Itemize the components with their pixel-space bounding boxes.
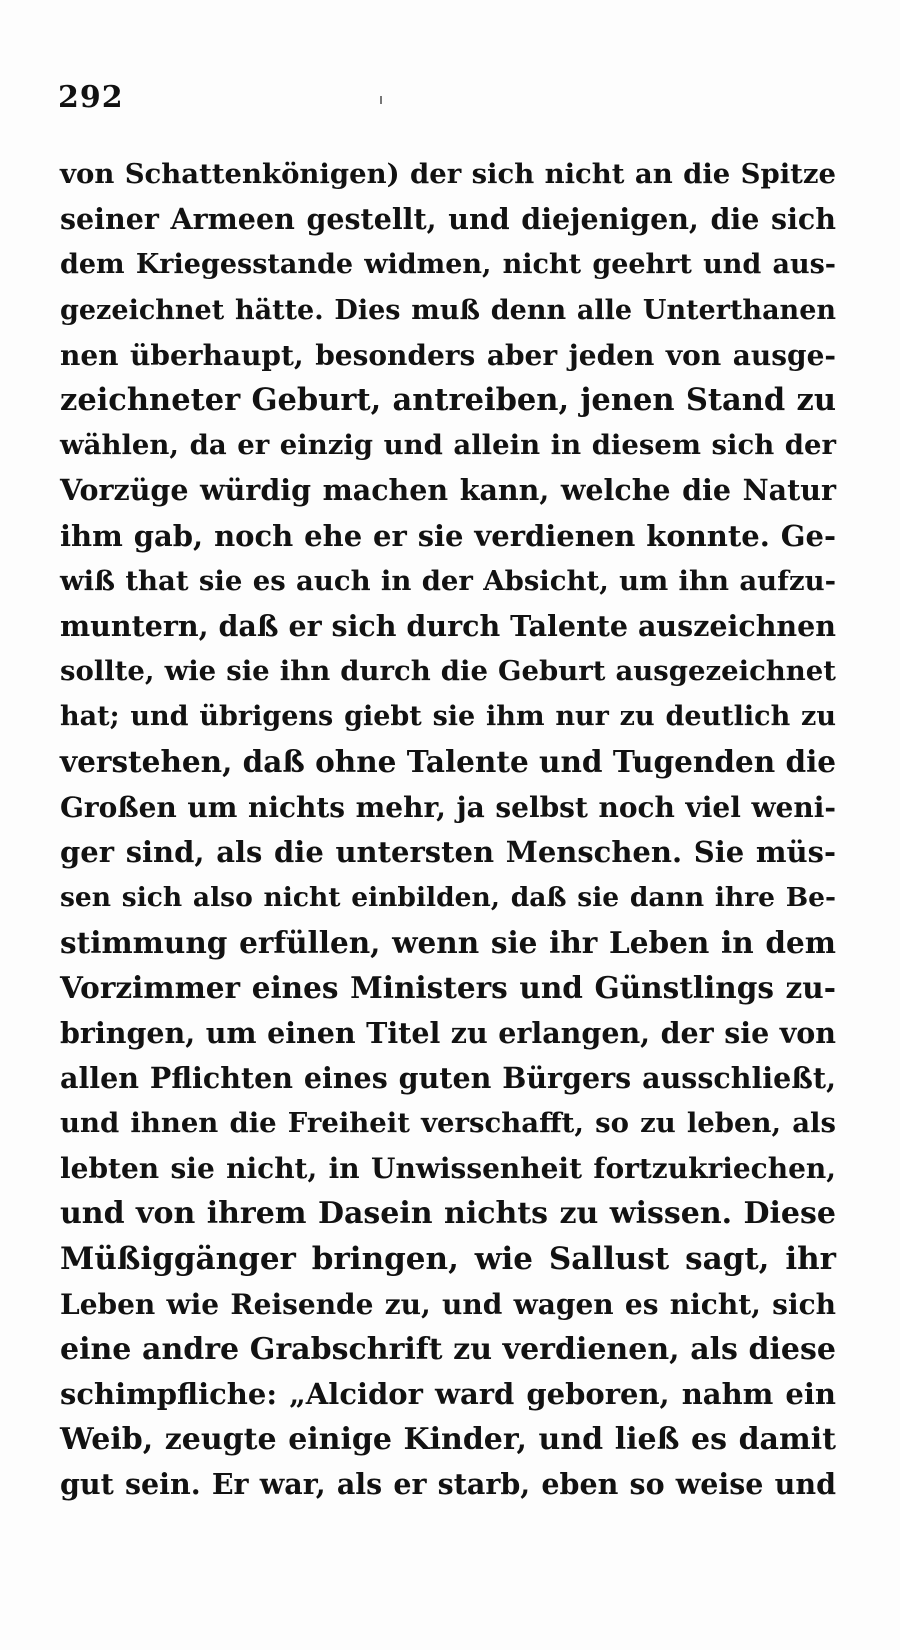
text-line: muntern, daß er sich durch Talente auszeichnen — [60, 608, 836, 643]
text-line: gut sein. Er war, als er starb, eben so weise und — [60, 1467, 836, 1502]
text-line: stimmung erfüllen, wenn sie ihr Leben in dem — [60, 925, 836, 961]
text-line: dem Kriegesstande widmen, nicht geehrt und aus- — [60, 249, 836, 281]
text-line: gezeichnet hätte. Dies muß denn alle Unterthanen — [60, 294, 836, 326]
text-line: zeichneter Geburt, antreiben, jenen Stand zu — [60, 381, 836, 418]
text-line: lebten sie nicht, in Unwissenheit fortzukriechen, — [60, 1152, 836, 1186]
text-line: von Schattenkönigen) der sich nicht an die Spitze — [60, 158, 836, 190]
body-text — [60, 152, 836, 1508]
text-line: wiß that sie es auch in der Absicht, um ihn aufzu- — [60, 564, 836, 597]
text-line: schimpfliche: „Alcidor ward geboren, nahm ein — [60, 1377, 836, 1412]
text-line: hat; und übrigens giebt sie ihm nur zu deutlich zu — [60, 701, 836, 733]
text-line: sen sich also nicht einbilden, daß sie dann ihre Be- — [60, 882, 836, 913]
text-line: und ihnen die Freiheit verschafft, so zu leben, als — [60, 1106, 836, 1139]
text-line: wählen, da er einzig und allein in diesem sich der — [60, 429, 836, 462]
text-line: Müßiggänger bringen, wie Sallust sagt, ihr — [60, 1240, 836, 1277]
text-line: nen überhaupt, besonders aber jeden von ausge- — [60, 338, 836, 372]
text-line: Großen um nichts mehr, ja selbst noch viel weni- — [60, 790, 836, 824]
text-line: Weib, zeugte einige Kinder, und ließ es damit — [60, 1422, 836, 1458]
text-line: eine andre Grabschrift zu verdienen, als diese — [60, 1331, 836, 1367]
text-line: ihm gab, noch ehe er sie verdienen konnte. Ge- — [60, 518, 836, 553]
text-line: sollte, wie sie ihn durch die Geburt ausgezeichnet — [60, 655, 836, 688]
text-line: bringen, um einen Titel zu erlangen, der sie von — [60, 1015, 836, 1050]
text-line: Leben wie Reisende zu, und wagen es nicht, sich — [60, 1287, 836, 1321]
text-line: und von ihrem Dasein nichts zu wissen. Diese — [60, 1196, 836, 1232]
text-line: Vorzimmer eines Ministers und Günstlings zu- — [60, 970, 836, 1006]
text-line: verstehen, daß ohne Talente und Tugenden die — [60, 744, 837, 780]
text-line: seiner Armeen gestellt, und diejenigen, die sich — [60, 202, 836, 237]
text-line: ger sind, als die untersten Menschen. Sie müs- — [60, 834, 836, 869]
text-line: Vorzüge würdig machen kann, welche die Natur — [60, 473, 836, 508]
text-line: allen Pflichten eines guten Bürgers ausschließt, — [60, 1060, 836, 1095]
page-number: 292 — [58, 80, 124, 115]
ink-speck — [380, 96, 382, 104]
